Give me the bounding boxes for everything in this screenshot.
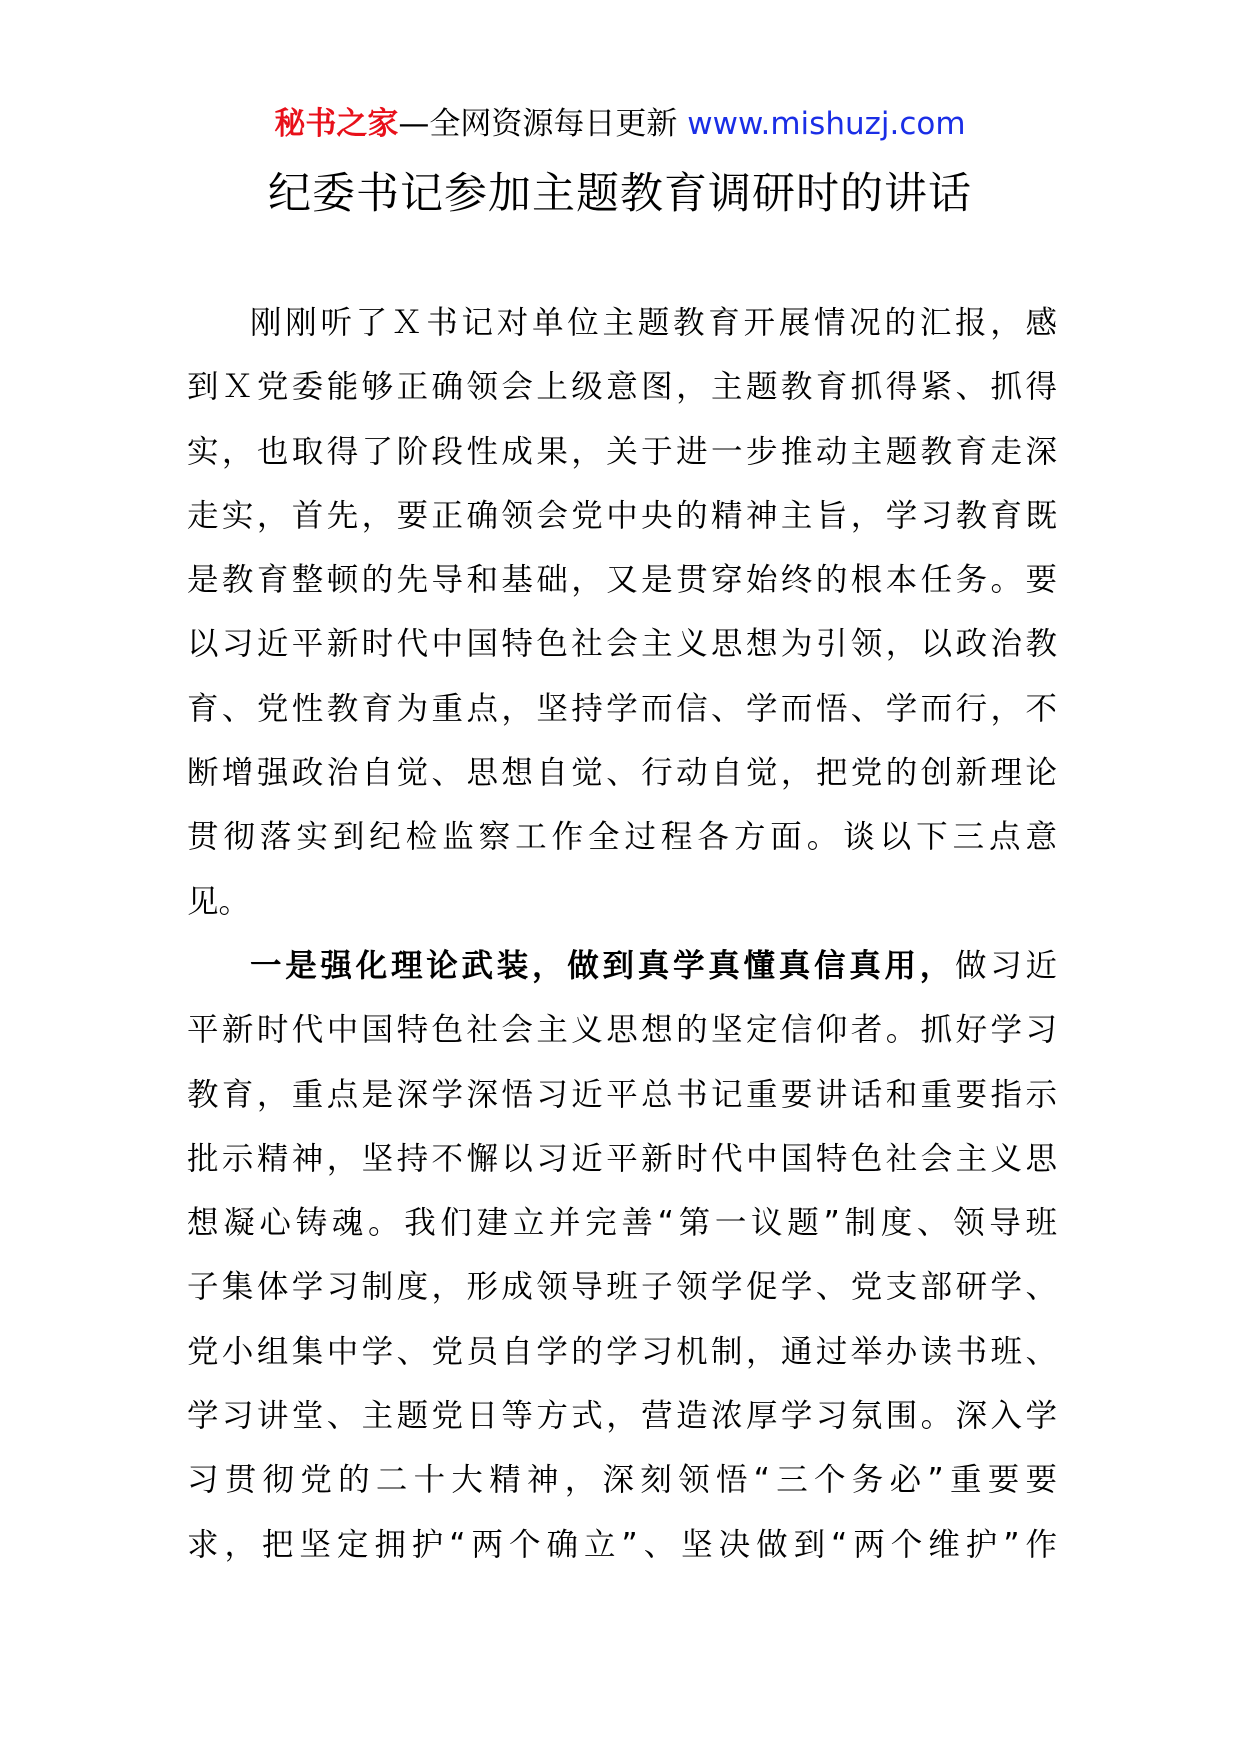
paragraph-2 [187, 934, 1057, 1577]
lead-rest-text: 做习近 [954, 947, 1057, 984]
paragraph-line: 断增强政治自觉、思想自觉、行动自觉，把党的创新理论 [187, 755, 1057, 792]
paragraph-line: 刚刚听了Ｘ书记对单位主题教育开展情况的汇报，感 [250, 305, 1057, 341]
paragraph-line: 想凝心铸魂。我们建立并完善“第一议题”制度、领导班 [187, 1205, 1057, 1242]
paragraph-line: 是教育整顿的先导和基础，又是贯穿始终的根本任务。要 [187, 562, 1057, 599]
paragraph-1 [187, 291, 1057, 934]
paragraph-line: 走实，首先，要正确领会党中央的精神主旨，学习教育既 [187, 497, 1057, 534]
paragraph-line: 习贯彻党的二十大精神，深刻领悟“三个务必”重要要 [187, 1462, 1057, 1499]
paragraph-line: 子集体学习制度，形成领导班子领学促学、党支部研学、 [187, 1269, 1057, 1306]
paragraph-lead-line [187, 934, 1057, 998]
brand-name: 秘书之家 [274, 106, 399, 142]
paragraph-line: 以习近平新时代中国特色社会主义思想为引领，以政治教 [187, 626, 1057, 663]
bold-lead-text: 一是强化理论武装，做到真学真懂真信真用， [250, 947, 955, 984]
paragraph-line: 求，把坚定拥护“两个确立”、坚决做到“两个维护”作 [187, 1526, 1057, 1563]
site-header [0, 104, 1240, 144]
paragraph-line: 党小组集中学、党员自学的学习机制，通过举办读书班、 [187, 1333, 1057, 1370]
paragraph-line: 见。 [187, 883, 251, 920]
paragraph-line: 学习讲堂、主题党日等方式，营造浓厚学习氛围。深入学 [187, 1398, 1057, 1435]
document-body [187, 291, 1057, 1577]
paragraph-line: 教育，重点是深学深悟习近平总书记重要讲话和重要指示 [187, 1076, 1057, 1113]
paragraph-line: 批示精神，坚持不懈以习近平新时代中国特色社会主义思 [187, 1140, 1057, 1177]
paragraph-line: 实，也取得了阶段性成果，关于进一步推动主题教育走深 [187, 433, 1057, 470]
paragraph-line: 到Ｘ党委能够正确领会上级意图，主题教育抓得紧、抓得 [187, 369, 1057, 406]
header-tagline: —全网资源每日更新 [398, 106, 688, 142]
paragraph-line: 贯彻落实到纪检监察工作全过程各方面。谈以下三点意 [187, 819, 1057, 856]
site-url-link[interactable]: www.mishuzj.com [687, 106, 966, 142]
paragraph-line: 平新时代中国特色社会主义思想的坚定信仰者。抓好学习 [187, 1012, 1057, 1049]
paragraph-line: 育、党性教育为重点，坚持学而信、学而悟、学而行，不 [187, 690, 1057, 727]
document-title: 纪委书记参加主题教育调研时的讲话 [268, 169, 972, 219]
